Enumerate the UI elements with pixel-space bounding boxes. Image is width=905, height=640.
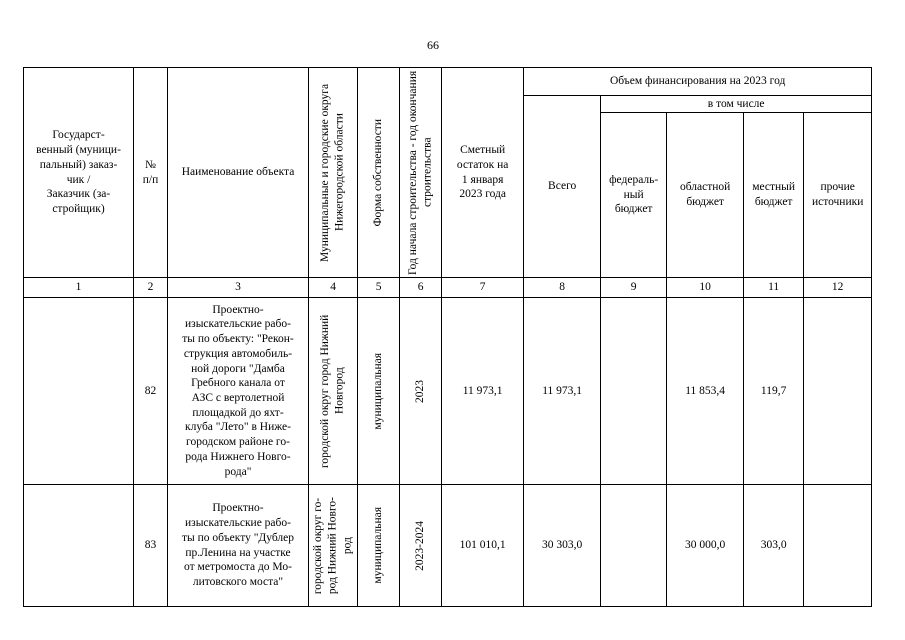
- column-number: 3: [168, 278, 309, 298]
- financing-table: [23, 67, 872, 607]
- row-local: 303,0: [744, 485, 804, 607]
- header-ownership: Форма собственности: [358, 68, 400, 278]
- header-including: в том числе: [601, 96, 872, 113]
- row-object-name: Проектно- изыскательские рабо- ты по объекту: "Рекон- струкция автомобиль- ной дороги "Дамба Гребного канала от АЗС с вертолетной площадкой до яхт- клуба "Лето" в Ниже- городском районе го- рода Нижнего Новго- рода": [168, 298, 309, 485]
- column-number: 7: [442, 278, 524, 298]
- header-local: местный бюджет: [744, 113, 804, 278]
- column-number: 8: [524, 278, 601, 298]
- row-customer: [24, 485, 134, 607]
- column-number: 4: [309, 278, 358, 298]
- row-regional: 11 853,4: [667, 298, 744, 485]
- column-number: 10: [667, 278, 744, 298]
- column-number: 9: [601, 278, 667, 298]
- header-financing-group: Объем финансирования на 2023 год: [524, 68, 872, 96]
- row-other: [804, 485, 872, 607]
- header-customer: Государст- венный (муници- пальный) заказ- чик / Заказчик (за- стройщик): [24, 68, 134, 278]
- header-federal: федераль- ный бюджет: [601, 113, 667, 278]
- header-municipality: Муниципальные и городские округа Нижегородской области: [309, 68, 358, 278]
- row-number: 82: [134, 298, 168, 485]
- row-regional: 30 000,0: [667, 485, 744, 607]
- row-years: 2023: [400, 298, 442, 485]
- row-other: [804, 298, 872, 485]
- row-municipality: городской округ город Нижний Новгород: [309, 298, 358, 485]
- header-estimate: Сметный остаток на 1 января 2023 года: [442, 68, 524, 278]
- header-regional: областной бюджет: [667, 113, 744, 278]
- row-estimate: 11 973,1: [442, 298, 524, 485]
- column-number: 2: [134, 278, 168, 298]
- column-number: 11: [744, 278, 804, 298]
- row-federal: [601, 298, 667, 485]
- row-number: 83: [134, 485, 168, 607]
- row-federal: [601, 485, 667, 607]
- row-total: 30 303,0: [524, 485, 601, 607]
- column-number: 12: [804, 278, 872, 298]
- page-number: 66: [427, 38, 439, 52]
- row-ownership: муниципальная: [358, 298, 400, 485]
- column-number: 1: [24, 278, 134, 298]
- row-local: 119,7: [744, 298, 804, 485]
- column-number: 6: [400, 278, 442, 298]
- header-years: Год начала строительства - год окончания строительства: [400, 68, 442, 278]
- row-total: 11 973,1: [524, 298, 601, 485]
- row-object-name: Проектно- изыскательские рабо- ты по объекту "Дублер пр.Ленина на участке от метромоста до Мо- литовского моста": [168, 485, 309, 607]
- column-number: 5: [358, 278, 400, 298]
- header-number: № п/п: [134, 68, 168, 278]
- row-municipality: городской округ го- род Нижний Новго- род: [309, 485, 358, 607]
- row-estimate: 101 010,1: [442, 485, 524, 607]
- table-row: [24, 298, 872, 485]
- header-other: прочие источники: [804, 113, 872, 278]
- header-total: Всего: [524, 96, 601, 278]
- row-customer: [24, 298, 134, 485]
- row-years: 2023-2024: [400, 485, 442, 607]
- table-row: [24, 485, 872, 607]
- column-number-row: [24, 278, 872, 298]
- header-object-name: Наименование объекта: [168, 68, 309, 278]
- row-ownership: муниципальная: [358, 485, 400, 607]
